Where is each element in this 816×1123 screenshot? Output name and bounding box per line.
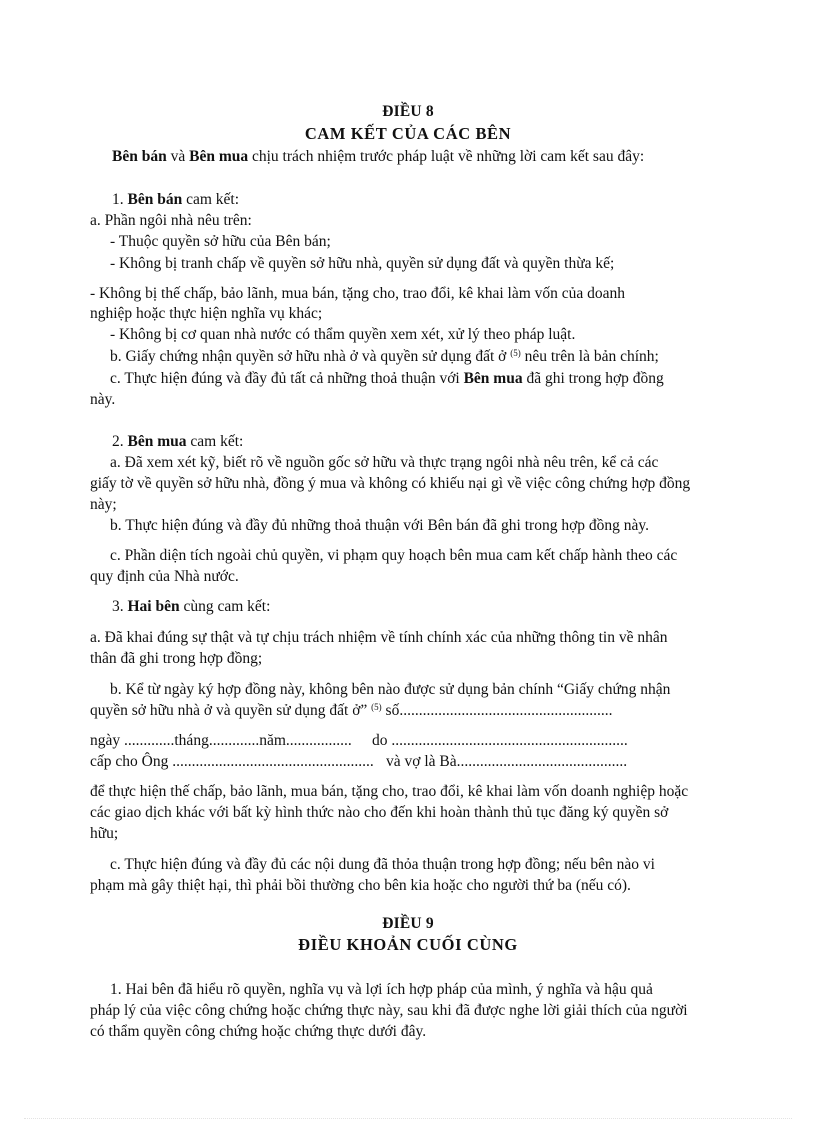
section-3b-date-field: ngày .............tháng.............năm................. [90,732,352,749]
section-2a-line-1: a. Đã xem xét kỹ, biết rõ về nguồn gốc sở hữu và thực trạng ngôi nhà nêu trên, kể cả các [110,454,659,471]
article-9-number: ĐIỀU 9 [382,915,434,932]
section-1a-label: a. Phần ngôi nhà nêu trên: [90,212,252,229]
section-3c-line-1: c. Thực hiện đúng và đầy đủ các nội dung đã thỏa thuận trong hợp đồng; nếu bên nào vi [110,856,655,873]
section-1a-item-3-line-2: nghiệp hoặc thực hiện nghĩa vụ khác; [90,305,323,322]
section-3c-line-2: phạm mà gây thiệt hại, thì phải bồi thường cho bên kia hoặc cho người thứ ba (nếu có). [90,877,631,894]
section-2-heading: 2. Bên mua cam kết: [112,433,244,450]
article-8-title: CAM KẾT CỦA CÁC BÊN [304,124,512,143]
section-3b-husband-field: cấp cho Ông .................................................... [90,753,374,770]
section-2a-line-3: này; [90,496,117,513]
section-3a-line-2: thân đã ghi trong hợp đồng; [90,650,263,667]
section-3b-line-2: quyền sở hữu nhà ở và quyền sử dụng đất ở” $^{(5)}$ số....................................................... [90,702,613,719]
section-3b-line-5: để thực hiện thế chấp, bảo lãnh, mua bán, tặng cho, trao đổi, kê khai làm vốn doanh nghiệp hoặc [90,783,689,800]
section-2a-line-2: giấy tờ về quyền sở hữu nhà, đồng ý mua và không có khiếu nại gì về việc công chứng hợp đồng [90,475,691,492]
section-1a-item-2: - Không bị tranh chấp về quyền sở hữu nhà, quyền sử dụng đất và quyền thừa kế; [110,255,615,272]
article-9-title: ĐIỀU KHOẢN CUỐI CÙNG [298,935,518,954]
section-3-heading: 3. Hai bên cùng cam kết: [112,598,271,615]
article-9-para-1-line-2: pháp lý của việc công chứng hoặc chứng thực này, sau khi đã được nghe lời giải thích của người [90,1002,688,1019]
section-3b-line-6: các giao dịch khác với bất kỳ hình thức nào cho đến khi hoàn thành thủ tục đăng ký quyền sở [90,804,669,821]
section-2c-line-2: quy định của Nhà nước. [90,568,239,585]
section-1-heading: 1. Bên bán cam kết: [112,191,240,208]
section-3a-line-1: a. Đã khai đúng sự thật và tự chịu trách nhiệm về tính chính xác của những thông tin về nhân [90,629,668,646]
article-8-intro: Bên bán và Bên mua chịu trách nhiệm trước pháp luật về những lời cam kết sau đây: [112,148,645,165]
section-3b-line-1: b. Kể từ ngày ký hợp đồng này, không bên nào được sử dụng bản chính “Giấy chứng nhận [110,681,671,698]
section-2c-line-1: c. Phần diện tích ngoài chủ quyền, vi phạm quy hoạch bên mua cam kết chấp hành theo các [110,547,678,564]
section-1b: b. Giấy chứng nhận quyền sở hữu nhà ở và quyền sử dụng đất ở $^{(5)}$ nêu trên là bản chính; [110,348,659,365]
section-1a-item-3-line-1: - Không bị thế chấp, bảo lãnh, mua bán, tặng cho, trao đổi, kê khai làm vốn của doanh [90,285,626,302]
section-3b-issuer-field: do ............................................................. [372,732,628,749]
section-1a-item-4: - Không bị cơ quan nhà nước có thẩm quyền xem xét, xử lý theo pháp luật. [110,326,576,343]
section-1c-line-2: này. [90,391,116,408]
section-1a-item-1: - Thuộc quyền sở hữu của Bên bán; [110,233,331,250]
section-3b-line-7: hữu; [90,825,119,842]
article-8-number: ĐIỀU 8 [382,103,434,120]
page-bottom-divider [24,1118,792,1119]
section-1c-line-1: c. Thực hiện đúng và đầy đủ tất cả những thoả thuận với Bên mua đã ghi trong hợp đồng [110,370,664,387]
article-9-para-1-line-1: 1. Hai bên đã hiểu rõ quyền, nghĩa vụ và lợi ích hợp pháp của mình, ý nghĩa và hậu quả [110,981,653,998]
section-3b-wife-field: và vợ là Bà............................................ [386,753,628,770]
section-2b: b. Thực hiện đúng và đầy đủ những thoả thuận với Bên bán đã ghi trong hợp đồng này. [110,517,650,534]
article-9-para-1-line-3: có thẩm quyền công chứng hoặc chứng thực dưới đây. [90,1023,427,1040]
